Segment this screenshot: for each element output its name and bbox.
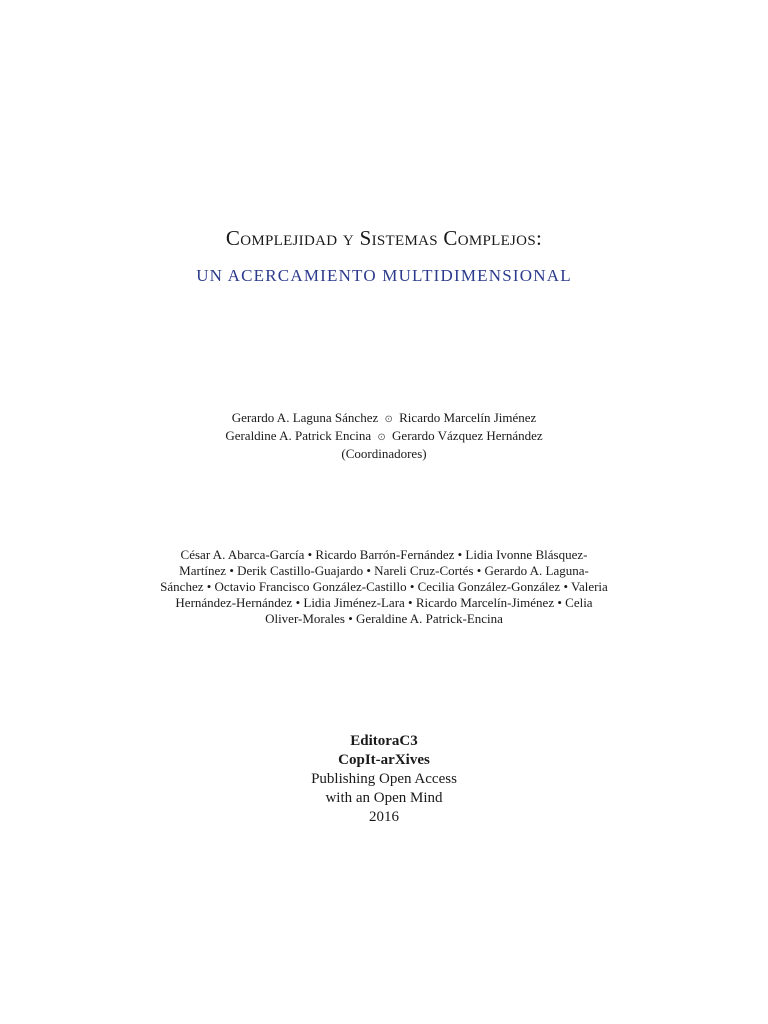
publication-year: 2016 xyxy=(369,809,399,825)
separator-icon: ⊙ xyxy=(384,414,393,425)
publisher-tagline-1: Publishing Open Access xyxy=(311,771,457,787)
coordinator-name: Ricardo Marcelín Jiménez xyxy=(399,410,537,425)
coordinator-name: Geraldine A. Patrick Encina xyxy=(225,428,372,443)
coordinators-line-1 xyxy=(0,410,768,428)
coordinator-name: Gerardo Vázquez Hernández xyxy=(392,428,543,443)
book-subtitle: UN ACERCAMIENTO MULTIDIMENSIONAL xyxy=(196,266,572,285)
publisher-series: CopIt-arXives xyxy=(338,752,430,768)
publisher-block xyxy=(0,732,768,827)
book-title: Complejidad y Sistemas Complejos: xyxy=(225,226,543,250)
coordinators-line-2 xyxy=(0,428,768,446)
coordinators-role: (Coordinadores) xyxy=(341,446,427,461)
authors-list: César A. Abarca-García • Ricardo Barrón-Fernández • Lidia Ivonne Blásquez-Martínez • Derik Castillo-Guajardo • Nareli Cruz-Cortés • Gerardo A. Laguna-Sánchez • Octavio Francisco González-Castillo • Cecilia González-González • Valeria Hernández-Hernández • Lidia Jiménez-Lara • Ricardo Marcelín-Jiménez • Celia Oliver-Morales • Geraldine A. Patrick-Encina xyxy=(160,547,608,626)
separator-icon: ⊙ xyxy=(377,432,386,443)
coordinators-block xyxy=(0,410,768,462)
publisher-tagline-2: with an Open Mind xyxy=(325,790,443,806)
publisher-name: EditoraC3 xyxy=(350,733,418,749)
coordinator-name: Gerardo A. Laguna Sánchez xyxy=(231,410,379,425)
